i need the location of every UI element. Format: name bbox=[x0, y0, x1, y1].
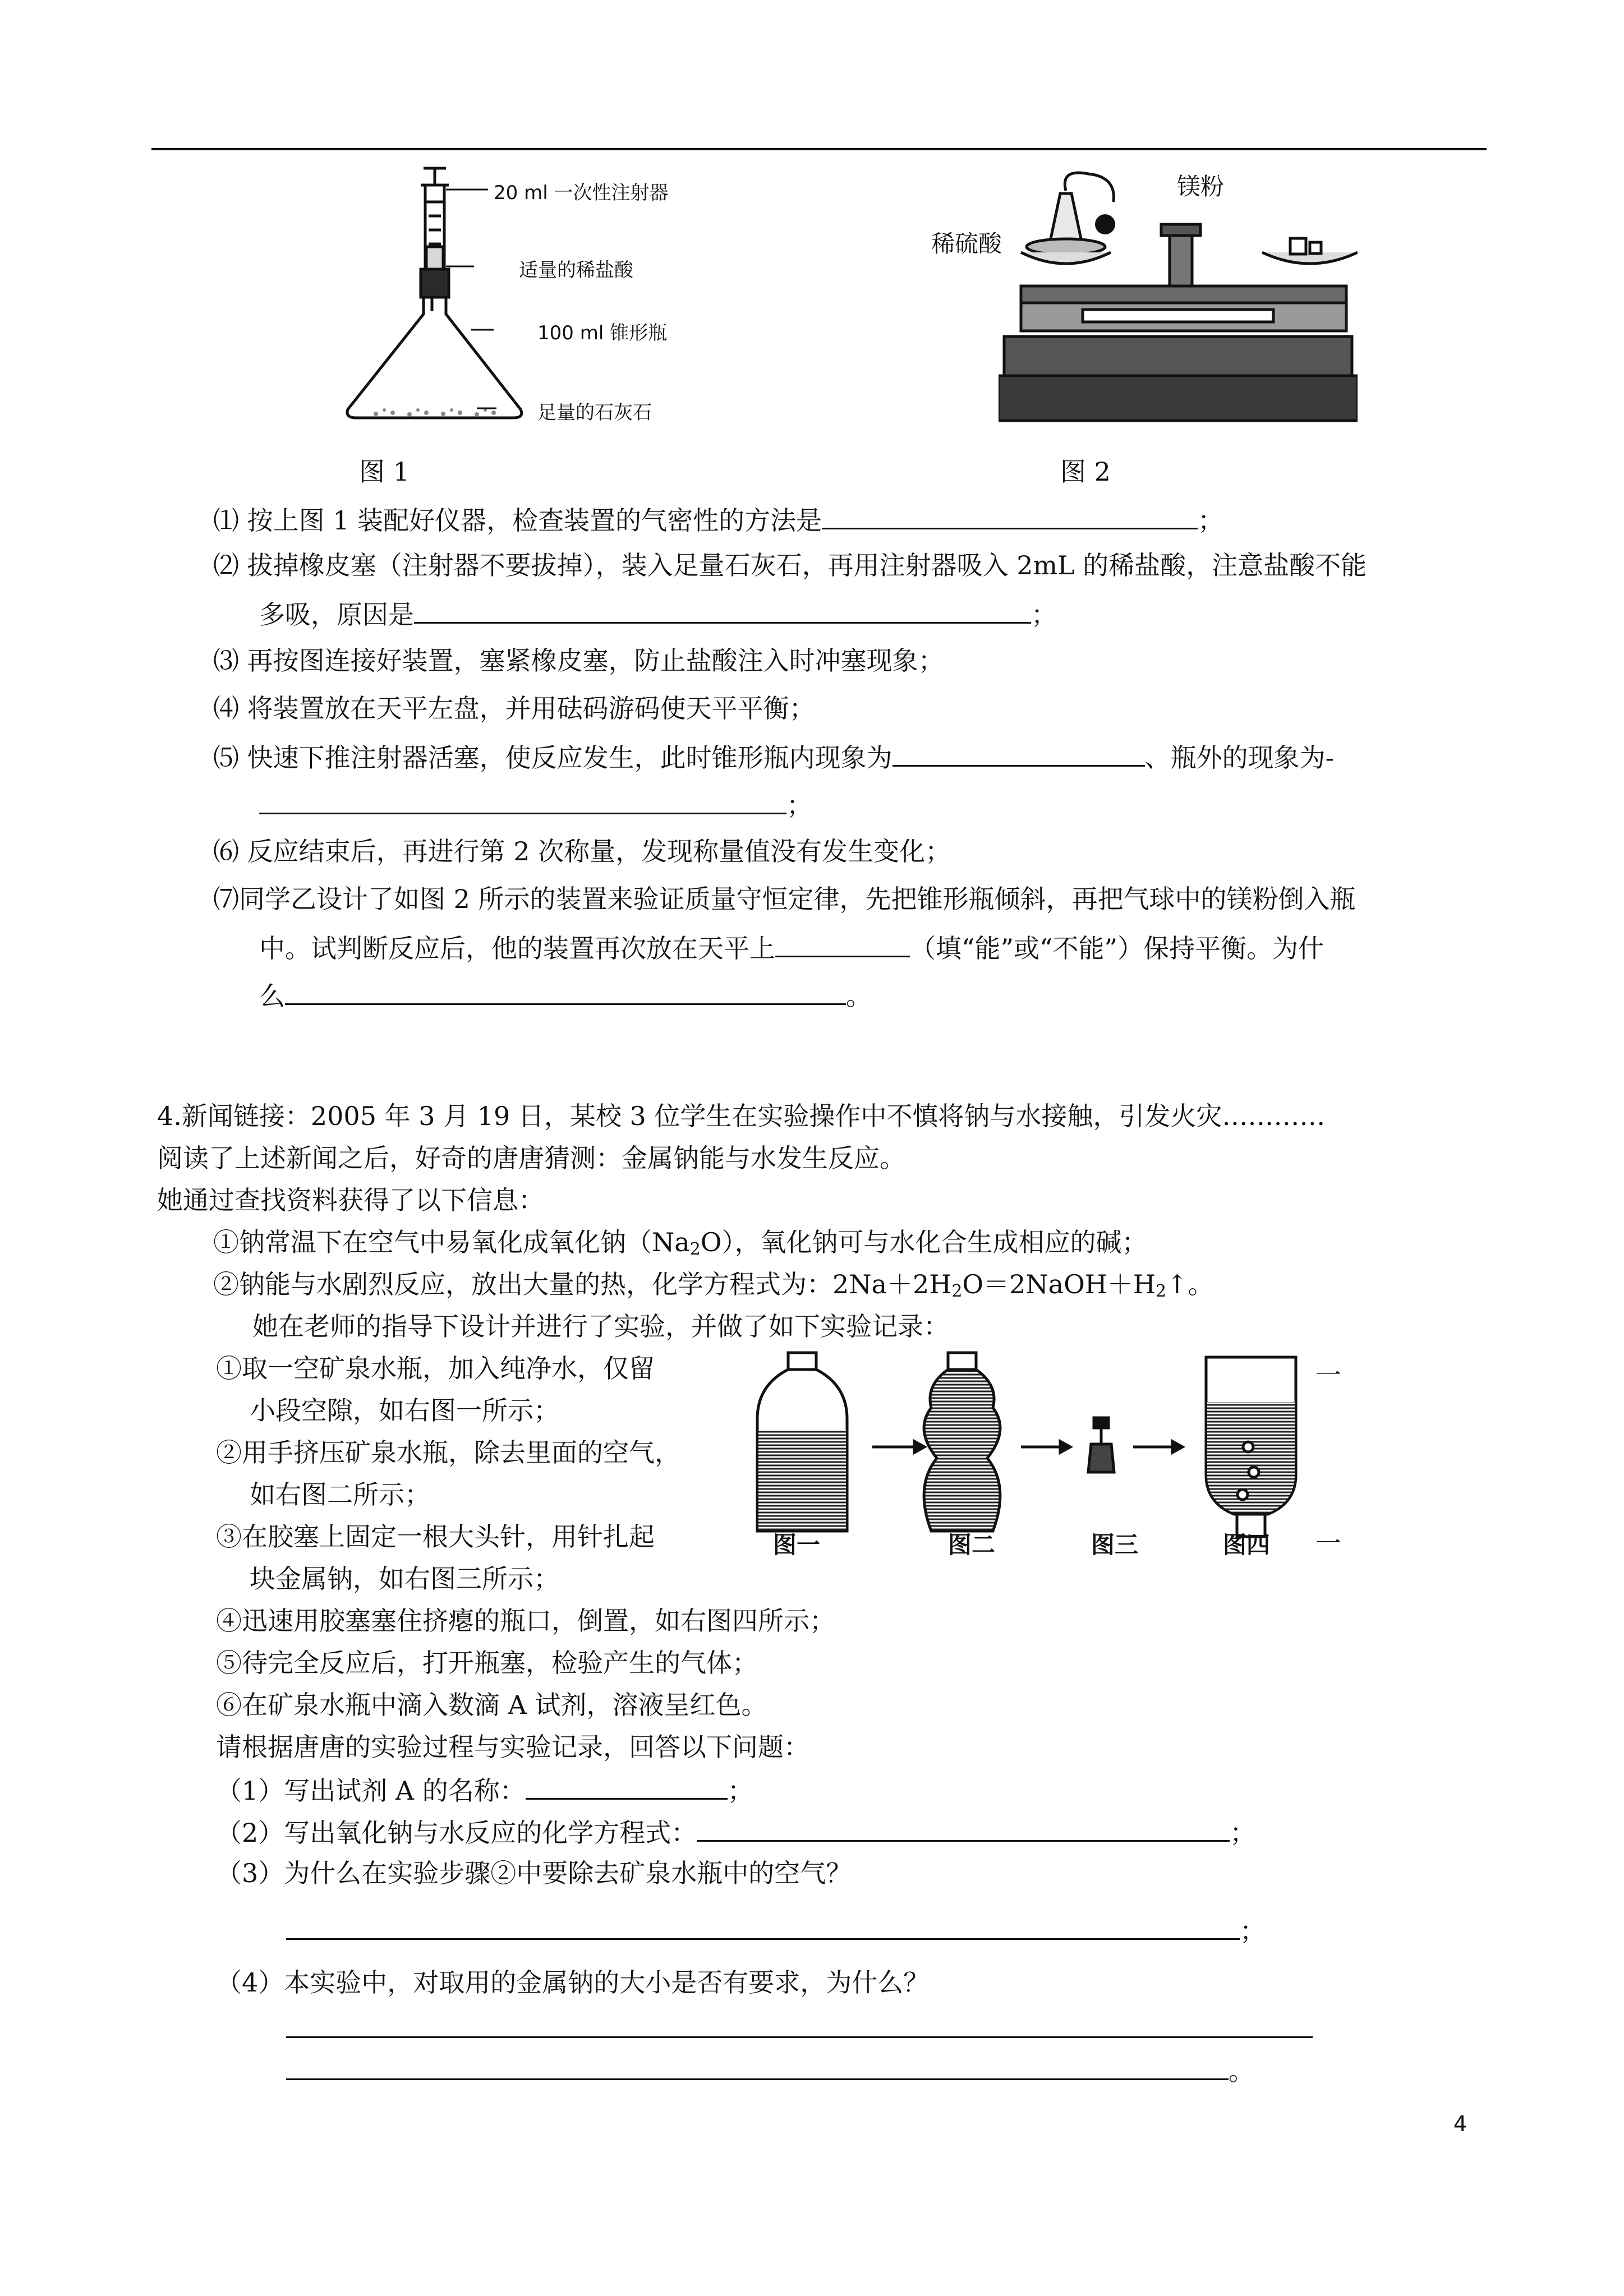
experiment-label-4: 图四 bbox=[1223, 1531, 1271, 1559]
figure-2-caption: 图 2 bbox=[1060, 457, 1111, 487]
experiment-label-1: 图一 bbox=[773, 1531, 821, 1559]
q4-answer-4: （4）本实验中，对取用的金属钠的大小是否有要求，为什么？ bbox=[216, 1967, 930, 1998]
q4-step-5: ⑤待完全反应后，打开瓶塞，检验产生的气体； bbox=[216, 1648, 758, 1678]
experiment-label-2: 图二 bbox=[948, 1531, 996, 1559]
q4-record-intro: 她在老师的指导下设计并进行了实验，并做了如下实验记录： bbox=[252, 1311, 949, 1341]
q4-answer-3: （3）为什么在实验步骤②中要除去矿泉水瓶中的空气？ bbox=[216, 1858, 852, 1888]
q4-step-4: ④迅速用胶塞塞住挤瘪的瓶口，倒置，如右图四所示； bbox=[216, 1606, 835, 1636]
q3-step-6: ⑹ 反应结束后，再进行第 2 次称量，发现称量值没有发生变化； bbox=[213, 836, 951, 866]
dash-top: 一 bbox=[1315, 1360, 1341, 1390]
dash-bottom: 一 bbox=[1315, 1528, 1341, 1559]
q4-step-3-cont: 块金属钠，如右图三所示； bbox=[250, 1564, 559, 1594]
q3-step-7: ⑺同学乙设计了如图 2 所示的装置来验证质量守恒定律，先把锥形瓶倾斜，再把气球中的镁粉倒入瓶 bbox=[213, 884, 1356, 914]
q3-step-2-cont: 多吸，原因是 ； bbox=[259, 596, 1057, 631]
q3-step-2: ⑵ 拔掉橡皮塞（注射器不要拔掉），装入足量石灰石，再用注射器吸入 2mL 的稀盐酸，注意盐酸不能 bbox=[213, 550, 1367, 580]
figure-2-label-magnesium: 镁粉 bbox=[1177, 173, 1225, 200]
q4-answer-1: （1）写出试剂 A 的名称： ； bbox=[216, 1772, 753, 1808]
answer-blank[interactable] bbox=[697, 1814, 1230, 1842]
q4-step-2-cont: 如右图二所示； bbox=[250, 1479, 430, 1510]
q4-answer-4-line-2: 。 bbox=[286, 2053, 1254, 2088]
q3-step-5-cont: ； bbox=[259, 787, 812, 822]
q3-step-7-cont2: 么 。 bbox=[259, 978, 872, 1013]
q4-answer-2: （2）写出氧化钠与水反应的化学方程式： ； bbox=[216, 1814, 1255, 1850]
figure-1-label-syringe: 20 ml 一次性注射器 bbox=[494, 182, 669, 204]
q3-step-4: ⑷ 将装置放在天平左盘，并用砝码游码使天平平衡； bbox=[213, 693, 815, 723]
figure-1-leader-lines bbox=[443, 163, 499, 426]
answer-blank[interactable] bbox=[414, 596, 1031, 624]
figure-1-caption: 图 1 bbox=[359, 457, 410, 487]
figure-2-mg-balloon bbox=[1088, 208, 1122, 241]
q4-step-1-cont: 小段空隙，如右图一所示； bbox=[250, 1395, 559, 1426]
figure-1-label-acid: 适量的稀盐酸 bbox=[519, 259, 633, 282]
answer-blank[interactable] bbox=[526, 1772, 728, 1800]
q3-step-1: ⑴ 按上图 1 装配好仪器，检查装置的气密性的方法是 ； bbox=[213, 502, 1223, 537]
q3-step-7-cont: 中。试判断反应后，他的装置再次放在天平上 （填“能”或“不能”）保持平衡。为什 bbox=[259, 930, 1324, 965]
figure-2-label-sulfuric-acid: 稀硫酸 bbox=[931, 230, 1002, 257]
q4-step-1: ①取一空矿泉水瓶，加入纯净水，仅留 bbox=[216, 1353, 655, 1384]
figure-2-balance bbox=[999, 168, 1358, 432]
experiment-label-3: 图三 bbox=[1091, 1531, 1139, 1559]
q4-ask: 请根据唐唐的实验过程与实验记录，回答以下问题： bbox=[216, 1732, 809, 1762]
figure-1-label-flask: 100 ml 锥形瓶 bbox=[537, 322, 668, 344]
q4-step-6: ⑥在矿泉水瓶中滴入数滴 A 试剂，溶液呈红色。 bbox=[216, 1690, 767, 1720]
figure-1-label-limestone: 足量的石灰石 bbox=[537, 402, 652, 424]
q4-intro: 4.新闻链接：2005 年 3 月 19 日，某校 3 位学生在实验操作中不慎将钠与水接触，引发火灾………… bbox=[157, 1101, 1326, 1131]
answer-blank[interactable] bbox=[892, 739, 1145, 767]
answer-blank[interactable] bbox=[286, 1912, 1240, 1940]
q4-answer-4-line-1 bbox=[286, 2011, 1313, 2046]
answer-blank[interactable] bbox=[286, 2053, 1229, 2080]
answer-blank[interactable] bbox=[286, 2011, 1313, 2038]
q4-step-2: ②用手挤压矿泉水瓶，除去里面的空气， bbox=[216, 1437, 680, 1468]
answer-blank[interactable] bbox=[775, 930, 910, 957]
q3-step-5: ⑸ 快速下推注射器活塞，使反应发生，此时锥形瓶内现象为 、瓶外的现象为- bbox=[213, 739, 1334, 774]
page-number: 4 bbox=[1453, 2111, 1467, 2136]
q4-info-1: ①钠常温下在空气中易氧化成氧化钠$(Na_2O)$，氧化钠可与水化合生成相应的碱； bbox=[213, 1227, 1148, 1259]
answer-blank[interactable] bbox=[822, 502, 1198, 529]
q4-step-3: ③在胶塞上固定一根大头针，用针扎起 bbox=[216, 1522, 655, 1552]
q4-info-heading: 她通过查找资料获得了以下信息： bbox=[157, 1185, 544, 1215]
q4-answer-3-line: ； bbox=[286, 1912, 1266, 1948]
answer-blank[interactable] bbox=[259, 787, 786, 814]
q4-guess: 阅读了上述新闻之后，好奇的唐唐猜测：金属钠能与水发生反应。 bbox=[157, 1143, 905, 1173]
header-rule bbox=[151, 148, 1487, 150]
q3-step-3: ⑶ 再按图连接好装置，塞紧橡皮塞，防止盐酸注入时冲塞现象； bbox=[213, 646, 944, 676]
answer-blank[interactable] bbox=[285, 978, 846, 1005]
q4-info-2: ②钠能与水剧烈反应，放出大量的热，化学方程式为：$2Na+2H_2O=2NaOH+H_2↑$。 bbox=[213, 1269, 1214, 1301]
